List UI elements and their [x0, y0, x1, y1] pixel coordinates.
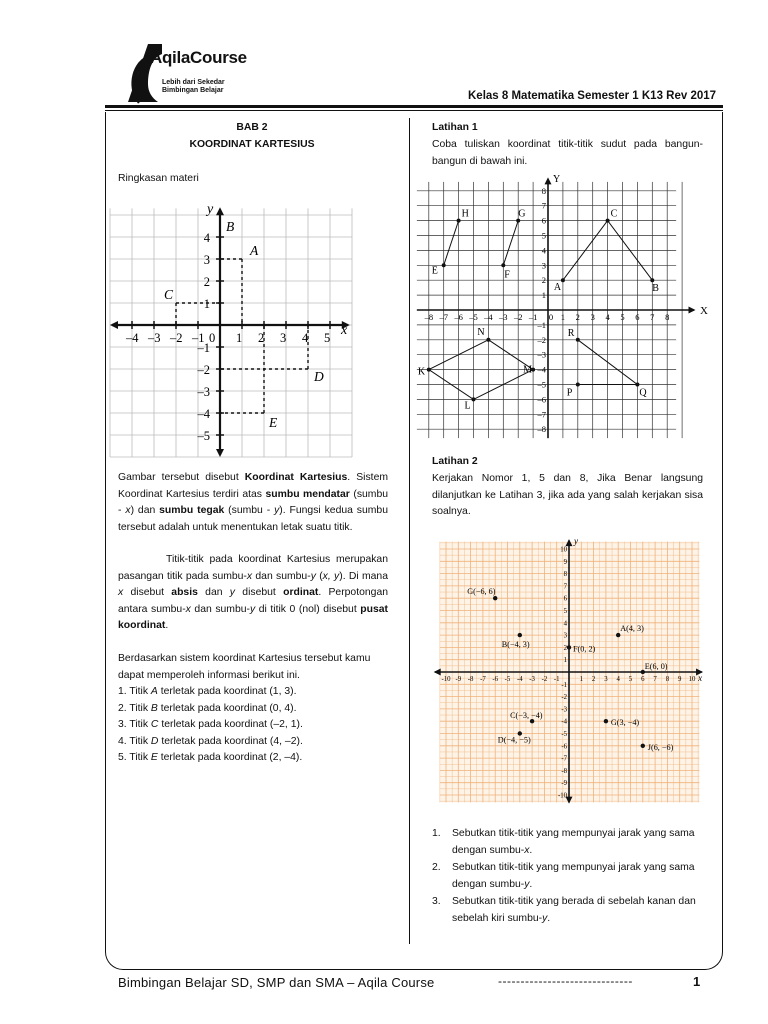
y-tick-label: –6: [537, 394, 546, 405]
x-axis-arrow-left: [434, 669, 441, 676]
info-item-post: terletak pada koordinat (4, –2).: [158, 735, 303, 747]
question-number: 2.: [432, 862, 441, 873]
info-item-post: terletak pada koordinat (2, –4).: [157, 752, 303, 763]
x-axis-label: x: [698, 673, 703, 683]
p1-i: (sumbu -: [224, 505, 275, 516]
y-tick-label: -1: [561, 681, 567, 689]
info-item-pt: D: [150, 735, 159, 747]
footer-dashes: ------------------------------: [498, 974, 633, 988]
y-tick-label: 5: [541, 230, 546, 241]
logo-name: AqilaCourse: [150, 48, 247, 67]
p2-t: pusat koordinat: [118, 603, 388, 631]
point-label-e: E: [269, 415, 278, 430]
y-tick-label: -6: [561, 743, 567, 751]
y-axis-label: Y: [553, 173, 561, 185]
x-tick-label: 2: [591, 676, 596, 683]
chapter-title: KOORDINAT KARTESIUS: [189, 138, 315, 150]
y-tick-label: -5: [561, 731, 567, 738]
x-tick-label: 6: [641, 676, 645, 683]
exercise-2-text: Kerjakan Nomor 1, 5 dan 8, Jika Benar langsung dilanjutkan ke Latihan 3, jika ada yang salah kerjakan sisa soalnya.: [432, 473, 703, 517]
x-axis-label: x: [341, 323, 348, 338]
point-label-d: D: [314, 369, 324, 384]
x-tick-label: -10: [441, 676, 451, 683]
question-axis: y: [542, 912, 548, 924]
p2-o: . Perpotongan antara sumbu-: [118, 587, 388, 615]
header-title: Kelas 8 Matematika Semester 1 K13 Rev 2017: [468, 90, 717, 102]
paragraph-points: [118, 552, 388, 635]
x-tick-label: –6: [454, 312, 463, 322]
info-intro: Berdasarkan sistem koordinat Kartesius tersebut kamu dapat memperoleh informasi berikut ini.: [118, 653, 371, 681]
p1-d: sumbu mendatar: [265, 488, 350, 500]
x-tick-label: –2: [513, 312, 523, 322]
info-item-pt: E: [150, 752, 158, 763]
chart-exercise-1: [417, 173, 708, 440]
info-item-pre: 3. Titik: [118, 719, 151, 730]
x-tick-label: –1: [192, 331, 205, 345]
column-divider: [409, 118, 410, 944]
p2-d: y: [310, 570, 316, 582]
point-label-p: P: [566, 387, 573, 399]
info-item-pre: 4. Titik: [118, 735, 151, 747]
point-label: A(4, 3): [620, 624, 644, 634]
y-tick-label: 6: [541, 215, 546, 226]
question-item: [432, 894, 704, 927]
point-label-a: A: [250, 243, 259, 258]
p2-c: dan sumbu-: [252, 570, 311, 582]
point-label: E(6, 0): [644, 662, 668, 671]
p1-c: . Sistem Koordinat Kartesius terdiri atas: [118, 472, 389, 500]
p2-f: x, y: [322, 570, 340, 582]
point-l: [472, 397, 476, 401]
x-tick-label: -5: [504, 676, 511, 683]
x-tick-label: –5: [469, 312, 478, 322]
y-tick-label: 7: [563, 583, 567, 591]
x-axis-label: X: [699, 305, 708, 317]
x-tick-label: 5: [628, 676, 633, 683]
x-tick-label: –1: [528, 312, 538, 322]
p2-a: Titik-titik pada koordinat Kartesius merupakan pasangan titik pada sumbu-: [118, 554, 388, 582]
question-item: [432, 826, 704, 859]
p2-q: dan sumbu-: [190, 603, 250, 615]
chapter-heading: [118, 120, 386, 153]
question-number: 3.: [432, 896, 441, 907]
x-axis-arrow-left: [110, 321, 118, 329]
x-tick-label: –7: [439, 312, 448, 322]
x-tick-label: –2: [170, 331, 183, 345]
point-label-c: C: [164, 287, 174, 302]
point-marker: [616, 633, 620, 637]
point-label-q: Q: [639, 387, 647, 399]
p2-s: di titik 0 (nol) disebut: [255, 603, 361, 615]
chart-coordinate-example: [112, 196, 394, 460]
y-tick-label: –2: [197, 363, 210, 377]
x-tick-label: 5: [324, 331, 331, 345]
p1-h: sumbu tegak: [159, 505, 225, 516]
info-item: [118, 717, 388, 734]
x-tick-label: 4: [302, 331, 309, 345]
info-item-pt: C: [150, 719, 159, 730]
point-p: [576, 383, 580, 387]
x-tick-label: -1: [553, 676, 560, 683]
x-tick-label: 10: [688, 676, 696, 683]
p2-h: x: [118, 587, 124, 598]
paragraph-definition: [118, 470, 388, 536]
x-tick-label: –3: [499, 312, 508, 322]
question-list: [432, 826, 704, 928]
info-item-post: terletak pada koordinat (–2, 1).: [158, 719, 303, 730]
x-tick-label: 1: [236, 331, 243, 345]
p2-r: y: [249, 603, 256, 615]
exercise-1-text: Coba tuliskan koordinat titik-titik sudut pada bangun-bangun di bawah ini.: [432, 139, 703, 167]
question-post: .: [529, 844, 533, 856]
p1-a: Gambar tersebut disebut: [118, 472, 245, 483]
question-text: [452, 860, 704, 893]
p1-e: (sumbu -: [118, 488, 389, 516]
y-tick-label: 2: [563, 644, 567, 652]
y-tick-label: 3: [203, 253, 210, 267]
y-tick-label: –1: [537, 319, 546, 330]
x-tick-label: 1: [560, 312, 566, 322]
question-axis: y: [524, 878, 530, 890]
info-item-pre: 1. Titik: [118, 686, 151, 697]
x-tick-label: 3: [280, 331, 287, 345]
x-tick-label: 4: [616, 676, 620, 683]
y-tick-label: 1: [203, 297, 210, 311]
p2-n: ordinat: [283, 587, 319, 598]
y-tick-label: –5: [537, 379, 546, 390]
header-rule: [105, 105, 723, 108]
x-tick-label: 2: [258, 331, 265, 345]
y-axis-label: y: [574, 536, 578, 547]
point-label-r: R: [567, 327, 575, 339]
point-label: F(0, 2): [573, 644, 596, 654]
y-tick-label: 4: [203, 231, 210, 245]
point-label-a: A: [553, 282, 562, 294]
y-tick-label: –4: [197, 407, 210, 421]
y-axis-arrow: [545, 177, 552, 184]
y-tick-label: -9: [561, 780, 567, 788]
y-axis-arrow: [216, 207, 224, 215]
x-axis-arrow: [689, 307, 696, 314]
page-number: 1: [693, 974, 701, 989]
x-tick-label: 5: [620, 312, 625, 322]
y-tick-label: -7: [561, 755, 567, 763]
question-item: [432, 860, 704, 893]
point-e: [442, 263, 446, 267]
x-tick-label: 6: [635, 312, 640, 322]
info-item-pre: 5. Titik: [118, 752, 151, 763]
info-item-post: terletak pada koordinat (0, 4).: [157, 702, 297, 714]
y-tick-label: –1: [197, 341, 210, 355]
logo-tagline-2: Bimbingan Belajar: [162, 87, 224, 94]
question-pre: Sebutkan titik-titik yang mempunyai jarak yang sama dengan sumbu-: [452, 828, 695, 856]
x-tick-label: 8: [665, 312, 670, 322]
y-tick-label: –7: [537, 409, 546, 420]
x-tick-label: -4: [516, 676, 523, 683]
y-tick-label: 4: [541, 245, 546, 256]
point-r: [576, 338, 580, 342]
x-tick-label: -2: [541, 676, 548, 683]
x-tick-label: 7: [650, 312, 655, 322]
p1-g: ) dan: [130, 505, 160, 516]
y-tick-label: -4: [561, 718, 567, 726]
point-label-n: N: [477, 326, 485, 338]
y-tick-label: 5: [563, 608, 567, 615]
point-label-l: L: [464, 400, 471, 412]
info-item: [118, 750, 388, 767]
x-tick-label: –4: [484, 312, 493, 322]
y-tick-label: 2: [203, 275, 210, 289]
point-c: [606, 219, 610, 223]
y-tick-label: –3: [197, 385, 210, 399]
point-label: D(−4, −5): [497, 735, 531, 745]
point-label: B(−4, 3): [501, 640, 530, 650]
y-tick-label: -8: [561, 767, 567, 775]
info-item-pt: B: [150, 702, 158, 714]
point-label-f: F: [504, 269, 510, 281]
p1-f: x: [125, 505, 131, 516]
info-item-pt: A: [150, 686, 158, 697]
info-list: [118, 684, 388, 767]
x-tick-label: 8: [665, 676, 670, 683]
y-tick-label: -2: [561, 694, 567, 702]
x-tick-label: 2: [575, 312, 580, 322]
p2-m: disebut: [235, 587, 284, 598]
point-label: J(6, −6): [647, 742, 674, 752]
x-tick-label: 4: [605, 312, 610, 322]
point-label-h: H: [461, 208, 469, 220]
p2-l: y: [229, 587, 235, 598]
x-tick-label: 9: [677, 676, 682, 683]
point-marker: [493, 596, 497, 600]
point-marker: [641, 744, 645, 748]
header-rule-thin: [105, 110, 723, 111]
point-label-m: M: [523, 364, 533, 376]
point-label-b: B: [226, 219, 235, 234]
p1-j: y: [274, 505, 280, 516]
y-tick-label: –2: [537, 334, 546, 345]
y-tick-label: 6: [563, 595, 567, 603]
point-q: [635, 383, 639, 387]
y-tick-label: -3: [561, 706, 567, 714]
point-label-b: B: [652, 283, 659, 295]
x-tick-label: 7: [653, 676, 657, 683]
y-tick-label: –4: [537, 364, 546, 375]
point-label-e: E: [431, 265, 438, 277]
x-tick-label: -3: [529, 676, 535, 683]
x-tick-label: -7: [480, 676, 486, 683]
point-label: G(−6, 6): [467, 587, 496, 597]
p2-g: ). Di mana: [339, 570, 388, 582]
question-text: [452, 894, 704, 927]
x-tick-label: 1: [579, 676, 584, 683]
y-tick-label: 2: [541, 275, 546, 286]
y-tick-label: 1: [541, 290, 546, 301]
question-pre: Sebutkan titik-titik yang berada di sebelah kanan dan sebelah kiri sumbu-: [452, 896, 696, 924]
y-tick-label: 8: [563, 571, 567, 579]
x-tick-label: -8: [467, 676, 474, 683]
logo-tagline-1: Lebih dari Sekedar: [162, 79, 225, 86]
y-tick-label: 1: [563, 657, 567, 665]
point-k: [427, 368, 431, 372]
p2-e: (: [315, 570, 323, 582]
info-item: [118, 734, 388, 751]
question-post: .: [547, 912, 551, 924]
info-item: [118, 684, 388, 701]
p2-p: x: [185, 603, 191, 615]
question-text: [452, 826, 704, 859]
p2-b: x: [246, 570, 253, 582]
p2-i: disebut: [123, 587, 172, 598]
summary-label: Ringkasan materi: [118, 173, 199, 184]
y-tick-label: 3: [541, 260, 546, 271]
logo-tagline: [162, 79, 225, 95]
x-tick-label: –4: [126, 331, 139, 345]
y-tick-label: –8: [537, 424, 546, 435]
y-tick-label: 9: [563, 558, 567, 566]
point-label: C(−3, −4): [510, 711, 543, 721]
x-tick-label: 3: [590, 312, 595, 322]
p2-u: .: [165, 620, 169, 631]
point-a: [561, 278, 565, 282]
y-tick-label: 3: [563, 632, 567, 640]
point-b: [650, 278, 654, 282]
x-tick-label: 3: [604, 676, 608, 683]
x-tick-label: –3: [148, 331, 161, 345]
y-tick-label: -10: [557, 792, 567, 800]
info-item-pre: 2. Titik: [118, 702, 151, 714]
p1-k: ). Fungsi kedua sumbu tersebut adalah untuk menentukan letak suatu titik.: [118, 505, 388, 533]
x-tick-label: -6: [492, 676, 499, 683]
question-axis: x: [524, 844, 530, 856]
point-marker: [567, 645, 571, 649]
point-f: [501, 263, 505, 267]
y-tick-label: 8: [541, 185, 546, 196]
x-tick-label: 0: [209, 331, 216, 345]
y-axis-arrow-down: [216, 449, 224, 457]
exercise-2-title: Latihan 2: [432, 456, 478, 467]
footer-text: Bimbingan Belajar SD, SMP dan SMA – Aqila Course: [118, 975, 435, 990]
x-tick-label: 0: [548, 312, 554, 322]
question-pre: Sebutkan titik-titik yang mempunyai jarak yang sama dengan sumbu-: [452, 862, 695, 890]
point-marker: [604, 719, 608, 723]
x-tick-label: -9: [455, 676, 462, 683]
y-tick-label: –3: [537, 349, 546, 360]
exercise-1-title: Latihan 1: [432, 122, 478, 133]
info-item-post: terletak pada koordinat (1, 3).: [157, 686, 297, 697]
info-block: [118, 651, 388, 767]
point-n: [486, 338, 490, 342]
x-tick-label: –8: [424, 312, 434, 322]
p2-k: dan: [197, 587, 230, 598]
p2-j: absis: [171, 587, 198, 598]
y-axis-label: y: [207, 201, 214, 217]
y-tick-label: 7: [541, 200, 546, 211]
p1-b: Koordinat Kartesius: [244, 472, 348, 483]
y-tick-label: 4: [563, 620, 567, 628]
point-label-c: C: [610, 208, 618, 220]
question-post: .: [529, 878, 533, 890]
chapter-number: BAB 2: [236, 122, 268, 133]
point-label-g: G: [518, 208, 526, 220]
point-label: G(3, −4): [610, 718, 640, 728]
point-h: [457, 219, 461, 223]
chart-exercise-2: [430, 532, 706, 804]
y-tick-label: –5: [197, 429, 210, 443]
y-tick-label: 10: [560, 546, 567, 554]
point-label-k: K: [417, 366, 426, 378]
question-number: 1.: [432, 828, 441, 839]
info-item: [118, 701, 388, 718]
point-marker: [518, 633, 522, 637]
